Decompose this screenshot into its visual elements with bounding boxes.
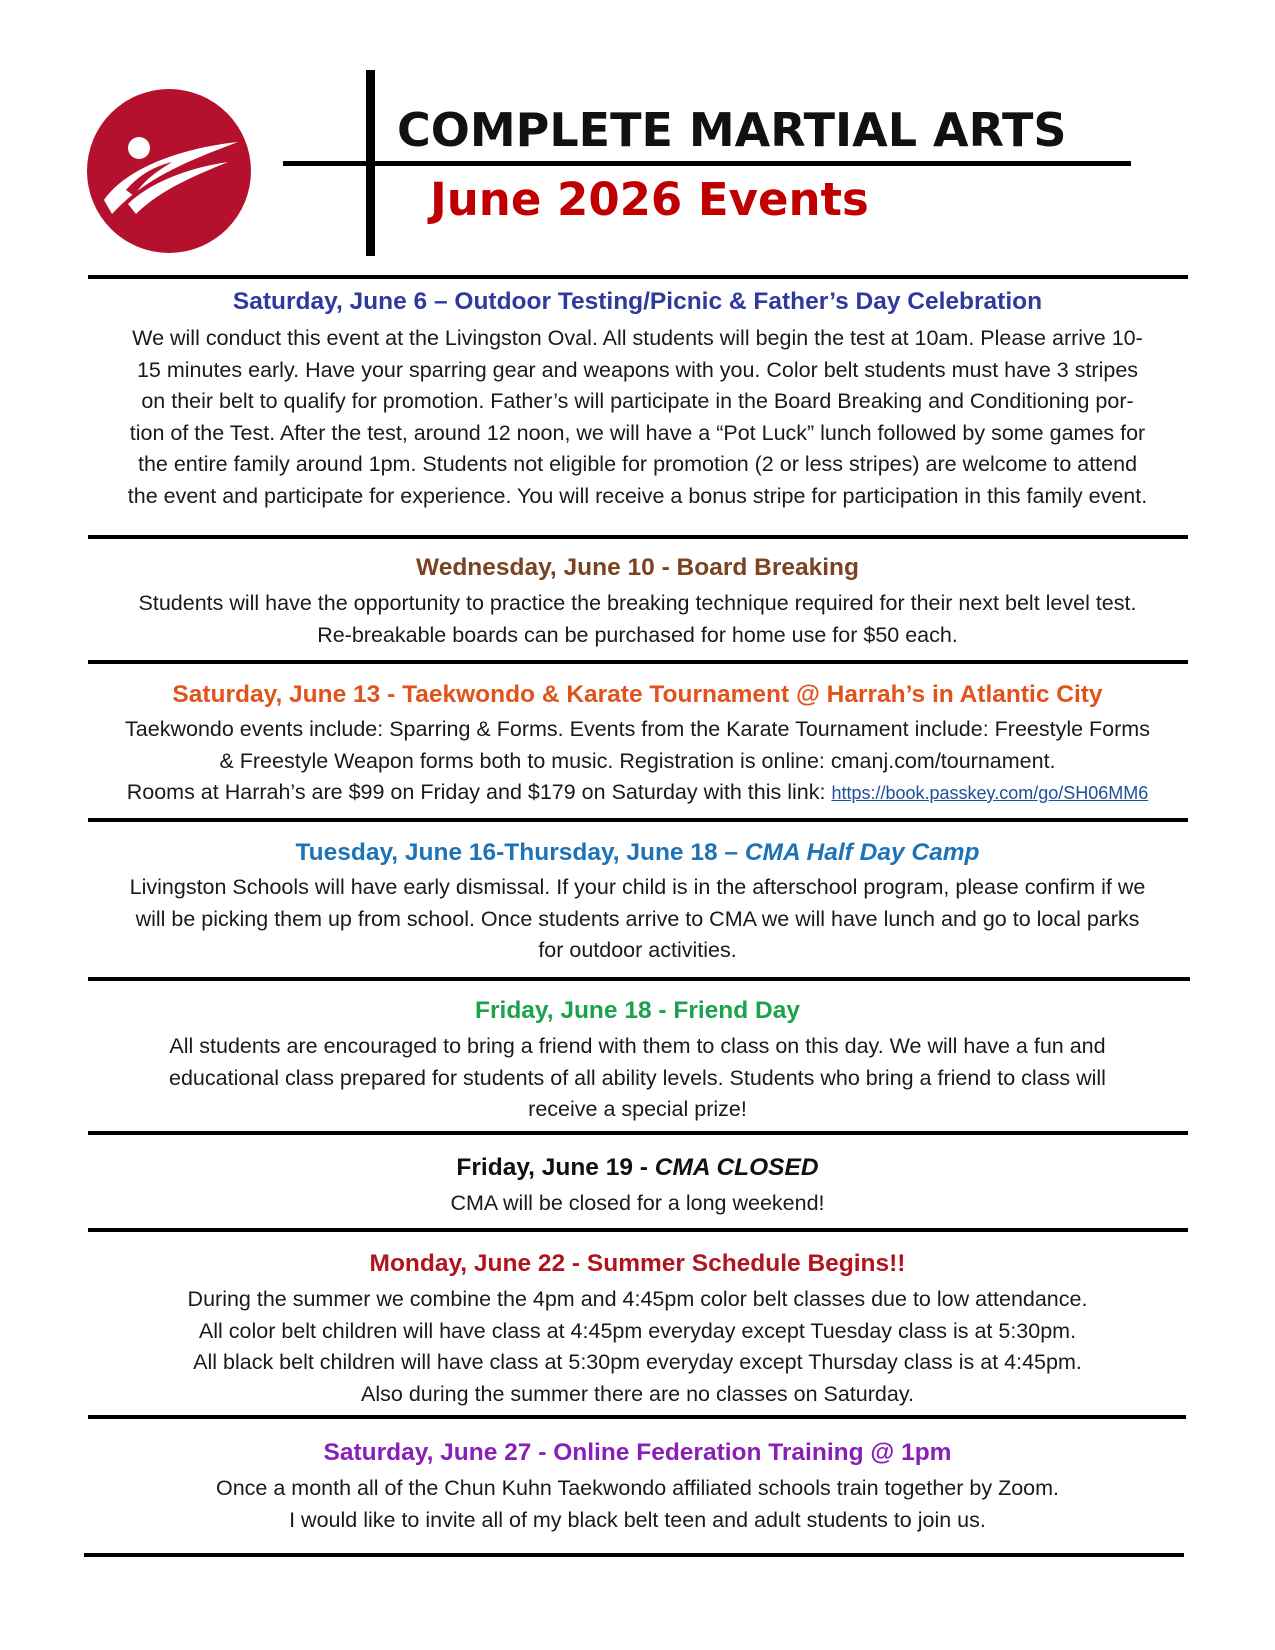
event-title-june-18: Friday, June 18 - Friend Day xyxy=(475,997,800,1024)
event-line: We will conduct this event at the Livingston Oval. All students will begin the test at 10am. Please arrive 10- xyxy=(132,326,1143,350)
page-subtitle: June 2026 Events xyxy=(430,173,869,226)
event-title-italic: CMA Half Day Camp xyxy=(744,839,980,866)
event-line: During the summer we combine the 4pm and 4:45pm color belt classes due to low attendance. xyxy=(187,1287,1088,1311)
event-line: CMA will be closed for a long weekend! xyxy=(450,1191,825,1215)
event-title-june-27: Saturday, June 27 - Online Federation Training @ 1pm xyxy=(323,1439,952,1466)
event-line: Once a month all of the Chun Kuhn Taekwondo affiliated schools train together by Zoom. xyxy=(216,1476,1059,1500)
event-title-june-6: Saturday, June 6 – Outdoor Testing/Picnic & Father’s Day Celebration xyxy=(232,288,1043,315)
event-body-june-22 xyxy=(80,1284,1195,1410)
event-body-june-6 xyxy=(80,323,1195,512)
event-line: Taekwondo events include: Sparring & Forms. Events from the Karate Tournament include: Freestyle Forms xyxy=(125,717,1150,741)
event-title-june-13: Saturday, June 13 - Taekwondo & Karate Tournament @ Harrah’s in Atlantic City xyxy=(172,681,1103,708)
section-divider xyxy=(88,535,1188,539)
event-line: tion of the Test. After the test, around 12 noon, we will have a “Pot Luck” lunch followed by some games for xyxy=(129,420,1146,445)
event-line: Re-breakable boards can be purchased for home use for $50 each. xyxy=(317,622,958,647)
event-title-main: Friday, June 19 - xyxy=(456,1154,655,1181)
event-line: All color belt children will have class at 4:45pm everyday except Tuesday class is at 5:30pm. xyxy=(198,1318,1077,1343)
section-divider xyxy=(88,1228,1188,1232)
event-line: the entire family around 1pm. Students not eligible for promotion (2 or less stripes) are welcome to attend xyxy=(137,452,1138,476)
section-divider xyxy=(88,977,1190,981)
event-line: for outdoor activities. xyxy=(538,938,737,962)
event-body-june-16 xyxy=(80,872,1195,967)
event-body-june-13 xyxy=(80,714,1195,810)
section-divider xyxy=(88,1131,1188,1135)
cma-logo xyxy=(86,88,252,254)
event-title-june-10: Wednesday, June 10 - Board Breaking xyxy=(416,554,859,581)
event-line: All black belt children will have class at 5:30pm everyday except Thursday class is at 4:45pm. xyxy=(193,1350,1082,1374)
header-horizontal-bar xyxy=(283,161,1131,166)
event-title-june-16 xyxy=(0,836,1275,870)
event-line: the event and participate for experience. You will receive a bonus stripe for participation in this family event. xyxy=(127,483,1148,508)
event-line: & Freestyle Weapon forms both to music. Registration is online: cmanj.com/tournament. xyxy=(219,748,1056,773)
event-body-june-27 xyxy=(80,1473,1195,1536)
event-line: will be picking them up from school. Once students arrive to CMA we will have lunch and go to local parks xyxy=(135,906,1140,931)
event-line-with-link xyxy=(80,777,1195,810)
event-line: Also during the summer there are no classes on Saturday. xyxy=(361,1381,914,1406)
passkey-link[interactable]: https://book.passkey.com/go/SH06MM6 xyxy=(831,783,1149,803)
event-body-june-10 xyxy=(80,588,1195,651)
section-divider xyxy=(88,1415,1186,1419)
event-line: All students are encouraged to bring a friend with them to class on this day. We will have a fun and xyxy=(169,1034,1106,1058)
event-title-june-22: Monday, June 22 - Summer Schedule Begins!! xyxy=(369,1250,906,1277)
event-line: on their belt to qualify for promotion. Father’s will participate in the Board Breaking and Conditioning por- xyxy=(141,389,1134,413)
brand-title: COMPLETE MARTIAL ARTS xyxy=(397,103,1067,157)
event-line: Students will have the opportunity to practice the breaking technique required for their next belt level test. xyxy=(138,591,1137,615)
event-line: 15 minutes early. Have your sparring gear and weapons with you. Color belt students must have 3 stripes xyxy=(136,357,1139,382)
section-divider xyxy=(88,275,1188,279)
event-title-italic: CMA CLOSED xyxy=(654,1154,819,1181)
event-line: I would like to invite all of my black belt teen and adult students to join us. xyxy=(289,1507,986,1532)
event-title-june-19 xyxy=(0,1151,1275,1185)
section-divider xyxy=(84,1553,1184,1557)
event-body-june-18 xyxy=(80,1031,1195,1126)
event-body-june-19 xyxy=(80,1188,1195,1220)
link-prefix: Rooms at Harrah’s are $99 on Friday and $179 on Saturday with this link: xyxy=(126,780,832,804)
event-line: receive a special prize! xyxy=(528,1097,747,1121)
section-divider xyxy=(88,818,1188,822)
event-line: educational class prepared for students of all ability levels. Students who bring a friend to class will xyxy=(169,1065,1106,1090)
event-line: Livingston Schools will have early dismissal. If your child is in the afterschool program, please confirm if we xyxy=(129,875,1146,899)
section-divider xyxy=(88,660,1188,664)
event-title-main: Tuesday, June 16-Thursday, June 18 – xyxy=(295,839,745,866)
